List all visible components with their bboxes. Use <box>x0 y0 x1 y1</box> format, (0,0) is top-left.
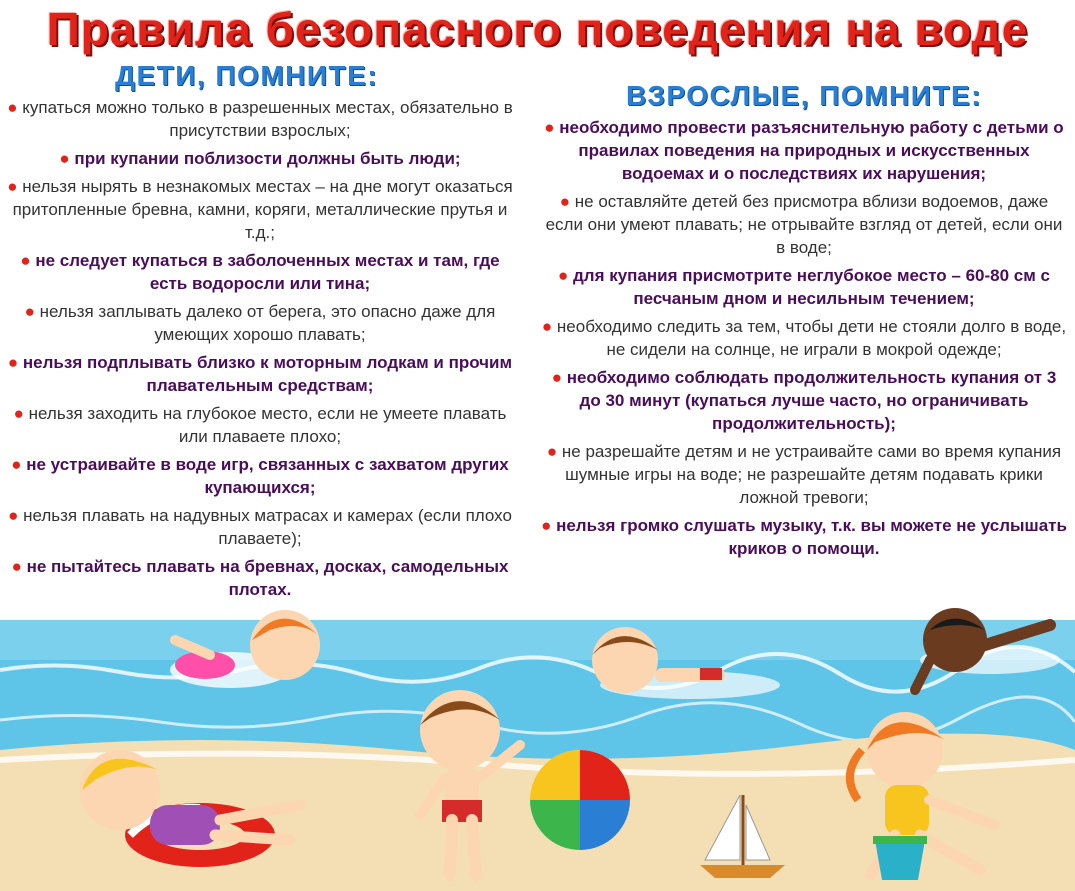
adults-rule <box>540 366 1068 435</box>
bullet-icon: ● <box>7 98 23 117</box>
kids-rule <box>0 453 520 499</box>
adults-rule-text: не разрешайте детям и не устраивайте сами во время купания шумные игры на воде; не разрешайте детям подавать крики ложной тревоги; <box>561 442 1062 507</box>
kids-rule <box>0 147 520 170</box>
kids-rule-text: нельзя плавать на надувных матрасах и камерах (если плохо плаваете); <box>23 506 512 548</box>
kids-rule-text: при купании поблизости должны быть люди; <box>74 149 461 168</box>
bullet-icon: ● <box>544 118 560 137</box>
adults-rule <box>540 190 1068 259</box>
adults-rule <box>540 440 1068 509</box>
poster-title: Правила безопасного поведения на воде <box>46 3 1029 55</box>
kids-rule-text: нельзя подплывать близко к моторным лодкам и прочим плавательным средствам; <box>22 353 513 395</box>
adults-rule <box>540 514 1068 560</box>
bullet-icon: ● <box>541 317 557 336</box>
bullet-icon: ● <box>7 177 23 196</box>
kids-rule <box>0 555 520 601</box>
adults-heading: ВЗРОСЛЫЕ, ПОМНИТЕ: <box>626 80 982 111</box>
kids-rule-text: не устраивайте в воде игр, связанных с захватом других купающихся; <box>26 455 509 497</box>
bullet-icon: ● <box>24 302 40 321</box>
kids-rules-list <box>0 96 520 601</box>
beach-ball-icon <box>530 750 630 850</box>
bullet-icon: ● <box>557 266 573 285</box>
beach-scene-illustration <box>0 600 1075 891</box>
kids-rule-text: нельзя нырять в незнакомых местах – на дне могут оказаться притопленные бревна, камни, коряги, металлические прутья и т.д.; <box>12 177 513 242</box>
bullet-icon: ● <box>541 516 557 535</box>
bullet-icon: ● <box>11 455 27 474</box>
kids-rule-text: не следует купаться в заболоченных местах и там, где есть водоросли или тина; <box>35 251 500 293</box>
kids-rule-text: не пытайтесь плавать на бревнах, досках, самодельных плотах. <box>26 557 509 599</box>
bullet-icon: ● <box>11 557 27 576</box>
adults-rule-text: не оставляйте детей без присмотра вблизи водоемов, даже если они умеют плавать; не отрывайте взгляд от детей, если они в воде; <box>545 192 1063 257</box>
kids-column <box>0 60 520 606</box>
bullet-icon: ● <box>20 251 36 270</box>
kids-rule <box>0 96 520 142</box>
kids-rule <box>0 249 520 295</box>
bullet-icon: ● <box>59 149 75 168</box>
adults-rule-text: для купания присмотрите неглубокое место – 60-80 см с песчаным дном и несильным течением; <box>572 266 1050 308</box>
adults-rule <box>540 116 1068 185</box>
bullet-icon: ● <box>7 353 23 372</box>
adults-column <box>540 80 1068 565</box>
adults-rule-text: нельзя громко слушать музыку, т.к. вы можете не услышать криков о помощи. <box>556 516 1067 558</box>
bullet-icon: ● <box>559 192 575 211</box>
adults-rule-text: необходимо соблюдать продолжительность купания от 3 до 30 минут (купаться лучше часто, но ограничивать продолжительность); <box>566 368 1057 433</box>
adults-rule <box>540 315 1068 361</box>
kids-rule <box>0 504 520 550</box>
kids-rule <box>0 300 520 346</box>
kids-rule <box>0 402 520 448</box>
adults-rule <box>540 264 1068 310</box>
bullet-icon: ● <box>13 404 29 423</box>
adults-rule-text: необходимо следить за тем, чтобы дети не стояли долго в воде, не сидели на солнце, не играли в мокрой одежде; <box>556 317 1067 359</box>
kids-rule-text: купаться можно только в разрешенных местах, обязательно в присутствии взрослых; <box>22 98 513 140</box>
adults-rule-text: необходимо провести разъяснительную работу с детьми о правилах поведения на природных и искусственных водоемах и о последствиях их нарушения; <box>559 118 1064 183</box>
kids-rule-text: нельзя заходить на глубокое место, если не умеете плавать или плаваете плохо; <box>28 404 507 446</box>
kids-rule-text: нельзя заплывать далеко от берега, это опасно даже для умеющих хорошо плавать; <box>39 302 496 344</box>
bullet-icon: ● <box>8 506 24 525</box>
bullet-icon: ● <box>551 368 567 387</box>
kids-rule <box>0 351 520 397</box>
adults-rules-list <box>540 116 1068 560</box>
kids-heading: ДЕТИ, ПОМНИТЕ: <box>115 60 379 91</box>
kids-rule <box>0 175 520 244</box>
bullet-icon: ● <box>546 442 562 461</box>
